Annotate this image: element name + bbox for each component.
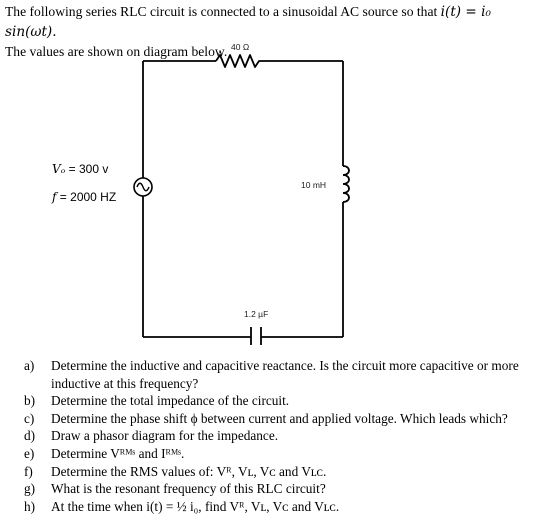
intro-line-2: The values are shown on diagram below. (5, 44, 228, 59)
source-frequency-value: = 2000 HZ (59, 190, 117, 204)
capacitor-label: 1.2 µF (244, 309, 269, 319)
question-item (24, 445, 538, 463)
capacitor-symbol (251, 327, 261, 345)
current-equation: i(t) = i₀ sin(ωt). (5, 4, 491, 40)
question-item (24, 463, 538, 481)
question-text: At the time when i(t) = ½ i₀, find Vᴿ, Vʟ, Vᴄ and Vʟᴄ. (51, 498, 340, 514)
circuit-wires (143, 61, 343, 337)
question-letter: b) (24, 393, 36, 409)
question-letter: a) (24, 358, 35, 373)
question-list (24, 357, 538, 515)
source-frequency-symbol: f (52, 190, 57, 204)
intro-text: The following series RLC circuit is connected to a sinusoidal AC source so that (5, 4, 441, 19)
question-letter: e) (24, 445, 35, 461)
source-voltage-value: = 300 v (68, 162, 109, 176)
question-letter: h) (24, 498, 36, 514)
question-text: Determine Vᴿᴹˢ and Iᴿᴹˢ. (51, 445, 185, 461)
question-text: Determine the inductive and capacitive reactance. Is the circuit more capacitive or more inductive at this frequency? (51, 358, 519, 391)
question-text: What is the resonant frequency of this RLC circuit? (51, 481, 326, 497)
question-text: Draw a phasor diagram for the impedance. (51, 428, 279, 444)
question-item (24, 427, 538, 445)
source-voltage (52, 162, 108, 176)
question-text: Determine the phase shift ϕ between current and applied voltage. Which leads which? (51, 410, 508, 426)
question-item (24, 410, 538, 428)
question-item (24, 480, 538, 498)
resistor-label: 40 Ω (231, 42, 250, 52)
inductor-symbol (343, 166, 349, 202)
question-letter: d) (24, 428, 36, 444)
ac-source-symbol (134, 178, 152, 196)
question-item (24, 357, 538, 392)
resistor-symbol (216, 55, 263, 67)
source-voltage-symbol: Vₒ (52, 162, 66, 176)
question-item (24, 498, 538, 516)
question-text: Determine the RMS values of: Vᴿ, Vʟ, Vᴄ and Vʟᴄ. (51, 463, 327, 479)
question-letter: c) (24, 410, 35, 426)
question-text: Determine the total impedance of the circuit. (51, 393, 290, 409)
source-frequency (52, 190, 116, 204)
question-item (24, 392, 538, 410)
inductor-label: 10 mH (301, 180, 327, 190)
question-letter: f) (24, 463, 33, 479)
question-letter: g) (24, 481, 36, 497)
